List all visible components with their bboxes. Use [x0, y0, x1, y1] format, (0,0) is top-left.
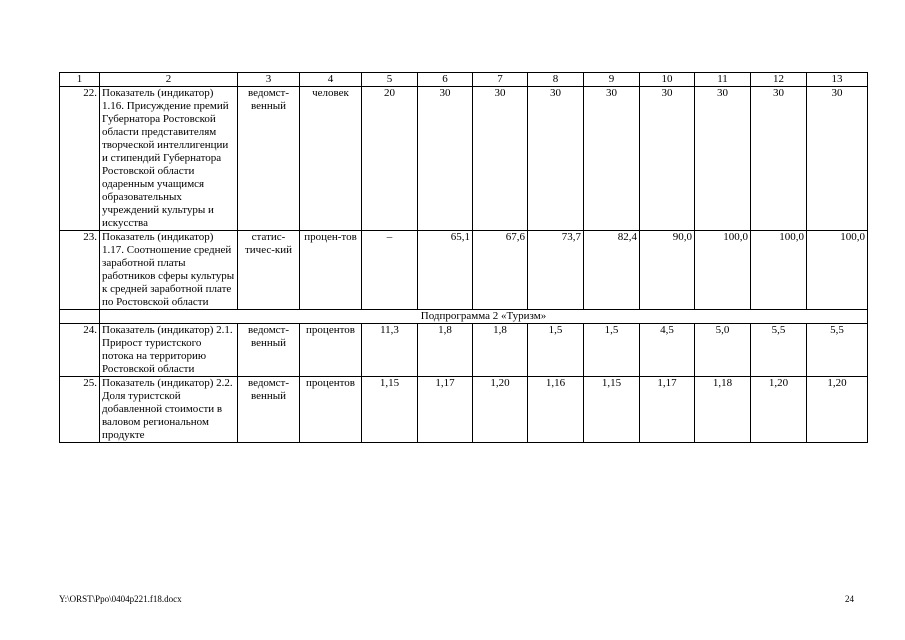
value-cell: 82,4	[584, 231, 640, 310]
col-header: 13	[807, 73, 868, 87]
row-number: 23.	[60, 231, 100, 310]
indicators-table	[59, 72, 868, 443]
table-row	[60, 87, 868, 231]
indicator-unit: процен-тов	[300, 231, 362, 310]
value-cell: 100,0	[751, 231, 807, 310]
indicator-type: ведомст-венный	[238, 87, 300, 231]
indicator-unit: процентов	[300, 377, 362, 443]
page-number: 24	[845, 594, 854, 604]
row-number: 24.	[60, 324, 100, 377]
col-header: 12	[751, 73, 807, 87]
file-path-footer: Y:\ORST\Ppo\0404p221.f18.docx	[59, 594, 182, 604]
value-cell: 90,0	[640, 231, 695, 310]
col-header: 10	[640, 73, 695, 87]
value-cell: 30	[640, 87, 695, 231]
value-cell: 1,5	[584, 324, 640, 377]
indicator-name: Показатель (индикатор) 1.17. Соотношение средней заработной платы работников сферы культуры к средней заработной плате по Ростовской области	[100, 231, 238, 310]
col-header: 1	[60, 73, 100, 87]
value-cell: 1,18	[695, 377, 751, 443]
value-cell: 1,17	[640, 377, 695, 443]
indicator-type: ведомст-венный	[238, 377, 300, 443]
indicator-name: Показатель (индикатор) 2.2. Доля туристской добавленной стоимости в валовом региональном продукте	[100, 377, 238, 443]
value-cell: 1,15	[584, 377, 640, 443]
value-cell: 65,1	[418, 231, 473, 310]
indicator-name: Показатель (индикатор) 1.16. Присуждение премий Губернатора Ростовской области представителям творческой интеллигенции и стипендий Губернатора Ростовской области одаренным учащимся образовательных учреждений культуры и искусства	[100, 87, 238, 231]
value-cell: 30	[528, 87, 584, 231]
value-cell: –	[362, 231, 418, 310]
value-cell: 1,15	[362, 377, 418, 443]
value-cell: 30	[418, 87, 473, 231]
col-header: 4	[300, 73, 362, 87]
value-cell: 11,3	[362, 324, 418, 377]
empty-cell	[60, 310, 100, 324]
value-cell: 30	[584, 87, 640, 231]
subprogram-title: Подпрограмма 2 «Туризм»	[100, 310, 868, 324]
col-header: 2	[100, 73, 238, 87]
indicator-name: Показатель (индикатор) 2.1. Прирост туристского потока на территорию Ростовской области	[100, 324, 238, 377]
value-cell: 30	[751, 87, 807, 231]
value-cell: 100,0	[807, 231, 868, 310]
value-cell: 1,5	[528, 324, 584, 377]
table-row	[60, 231, 868, 310]
value-cell: 1,20	[473, 377, 528, 443]
row-number: 25.	[60, 377, 100, 443]
indicator-unit: процентов	[300, 324, 362, 377]
col-header: 7	[473, 73, 528, 87]
value-cell: 67,6	[473, 231, 528, 310]
value-cell: 1,8	[418, 324, 473, 377]
table-row	[60, 324, 868, 377]
value-cell: 20	[362, 87, 418, 231]
indicator-type: статис-тичес-кий	[238, 231, 300, 310]
column-number-row	[60, 73, 868, 87]
value-cell: 1,17	[418, 377, 473, 443]
indicator-type: ведомст-венный	[238, 324, 300, 377]
value-cell: 5,5	[807, 324, 868, 377]
value-cell: 1,20	[807, 377, 868, 443]
subprogram-row	[60, 310, 868, 324]
value-cell: 30	[473, 87, 528, 231]
value-cell: 1,8	[473, 324, 528, 377]
value-cell: 100,0	[695, 231, 751, 310]
table-row	[60, 377, 868, 443]
indicator-unit: человек	[300, 87, 362, 231]
value-cell: 5,5	[751, 324, 807, 377]
col-header: 6	[418, 73, 473, 87]
value-cell: 30	[695, 87, 751, 231]
col-header: 5	[362, 73, 418, 87]
value-cell: 1,16	[528, 377, 584, 443]
value-cell: 73,7	[528, 231, 584, 310]
value-cell: 1,20	[751, 377, 807, 443]
col-header: 8	[528, 73, 584, 87]
col-header: 3	[238, 73, 300, 87]
col-header: 9	[584, 73, 640, 87]
value-cell: 4,5	[640, 324, 695, 377]
col-header: 11	[695, 73, 751, 87]
value-cell: 5,0	[695, 324, 751, 377]
row-number: 22.	[60, 87, 100, 231]
value-cell: 30	[807, 87, 868, 231]
